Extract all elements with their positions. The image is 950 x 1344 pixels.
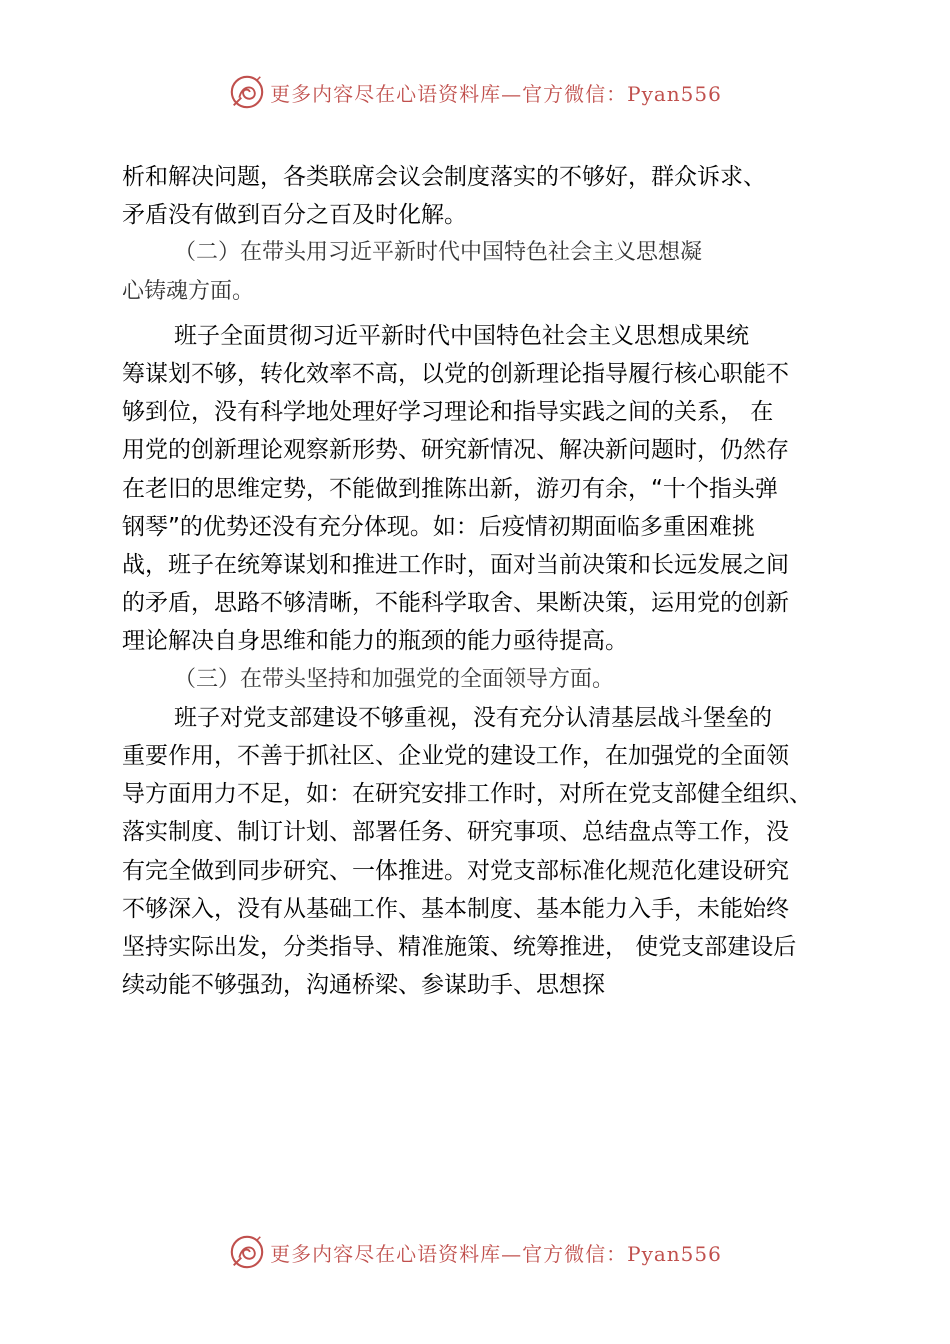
heading-line: （三）在带头坚持和加强党的全面领导方面。: [174, 666, 615, 692]
text-line: 有完全做到同步研究、一体推进。对党支部标准化规范化建设研究: [122, 857, 789, 884]
heading-line: 心铸魂方面。: [122, 278, 255, 304]
text-line: 不够深入，没有从基础工作、基本制度、基本能力入手，未能始终: [122, 895, 789, 922]
text-line: 重要作用，不善于抓社区、企业党的建设工作，在加强党的全面领: [122, 743, 789, 770]
text-line: 在老旧的思维定势，不能做到推陈出新，游刃有余，“十个指头弹: [122, 475, 778, 502]
document-body: [122, 158, 842, 1004]
text-line: 矛盾没有做到百分之百及时化解。: [122, 202, 467, 229]
text-line: 战，班子在统筹谋划和推进工作时，面对当前决策和长远发展之间: [122, 552, 789, 579]
paragraph-2: [122, 317, 842, 661]
text-line: 落实制度、制订计划、部署任务、研究事项、总结盘点等工作，没: [122, 819, 789, 846]
paragraph-1: [122, 158, 842, 234]
text-line: 理论解决自身思维和能力的瓶颈的能力亟待提高。: [122, 628, 628, 655]
watermark-text: 更多内容尽在心语资料库—官方微信：Pyan556: [270, 81, 722, 106]
text-line: 的矛盾，思路不够清晰，不能科学取舍、果断决策，运用党的创新: [122, 590, 789, 617]
text-line: 筹谋划不够，转化效率不高，以党的创新理论指导履行核心职能不: [122, 361, 789, 388]
text-line: 导方面用力不足，如：在研究安排工作时，对所在党支部健全组织、: [122, 781, 812, 808]
text-line: 钢琴”的优势还没有充分体现。如：后疫情初期面临多重困难挑: [122, 513, 755, 540]
text-line: 坚持实际出发，分类指导、精准施策、统筹推进， 使党支部建设后: [122, 934, 797, 961]
paragraph-3: [122, 699, 842, 1005]
heading-line: （二）在带头用习近平新时代中国特色社会主义思想凝: [174, 240, 703, 266]
header-watermark-banner: [0, 70, 950, 114]
rose-logo-icon: [228, 73, 266, 111]
text-line: 续动能不够强劲，沟通桥梁、参谋助手、思想探: [122, 972, 605, 999]
footer-watermark-banner: [0, 1230, 950, 1274]
text-line: 够到位，没有科学地处理好学习理论和指导实践之间的关系， 在: [122, 399, 774, 426]
text-line: 班子对党支部建设不够重视，没有充分认清基层战斗堡垒的: [174, 704, 772, 731]
text-line: 用党的创新理论观察新形势、研究新情况、解决新问题时，仍然存: [122, 437, 789, 464]
watermark-text: 更多内容尽在心语资料库—官方微信：Pyan556: [270, 1241, 722, 1266]
text-line: 班子全面贯彻习近平新时代中国特色社会主义思想成果统: [174, 322, 749, 349]
section-heading-3: [122, 661, 842, 699]
text-line: 析和解决问题，各类联席会议会制度落实的不够好，群众诉求、: [122, 164, 766, 190]
section-heading-2: [122, 234, 842, 310]
rose-logo-icon: [228, 1233, 266, 1271]
